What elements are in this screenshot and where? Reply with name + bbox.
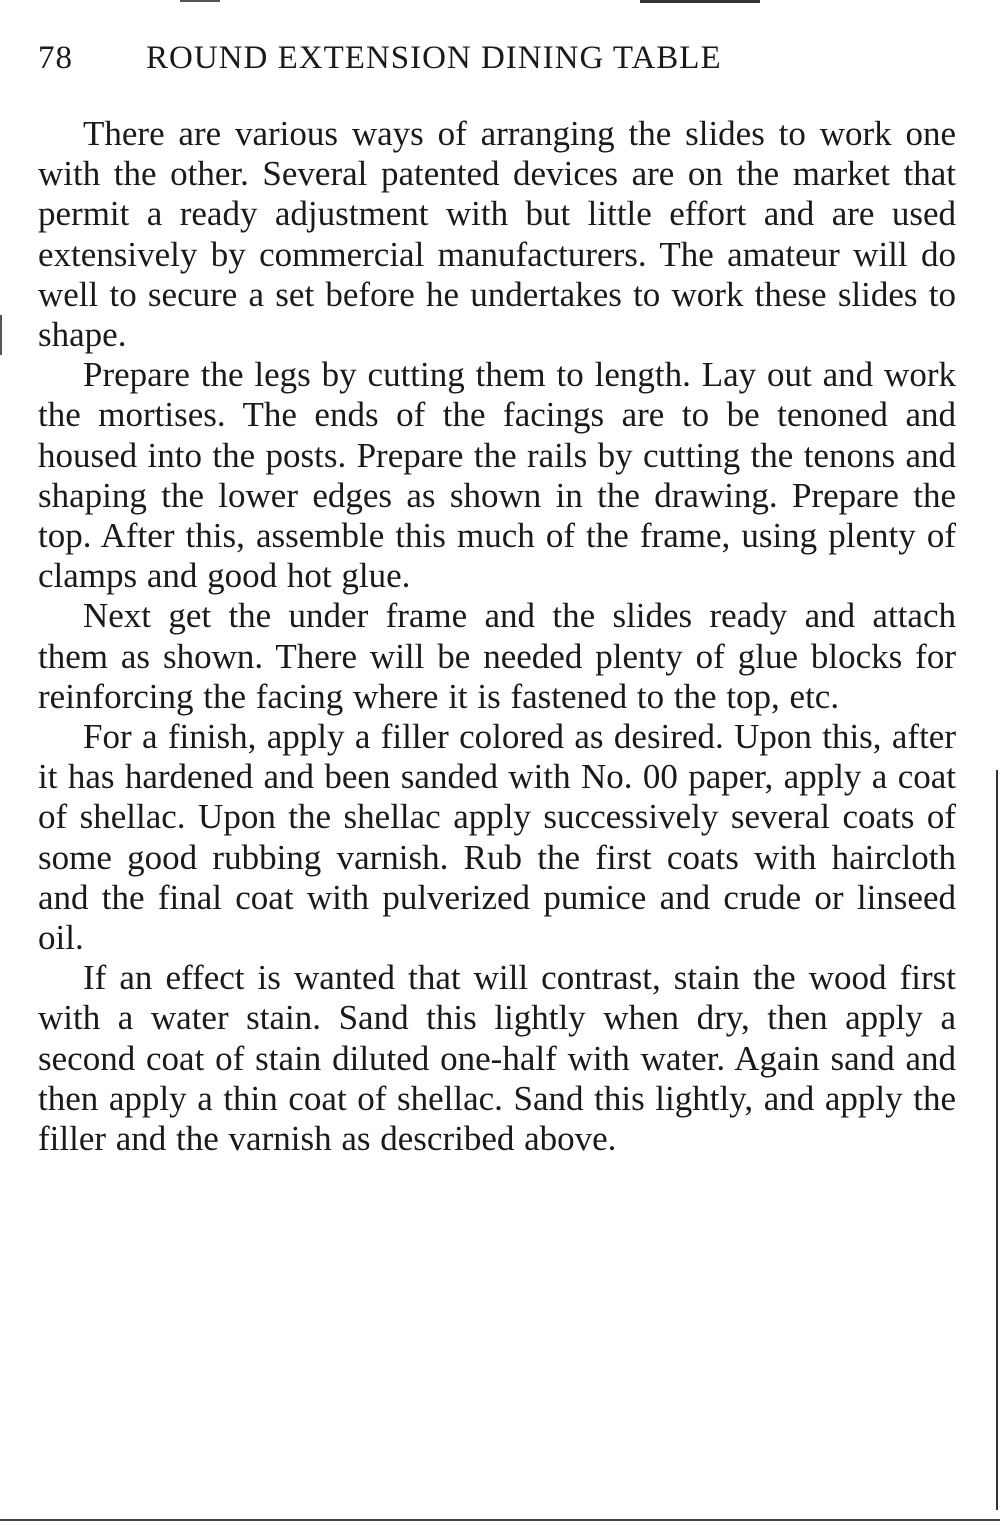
page-header xyxy=(38,36,938,80)
paragraph: There are various ways of arranging the slides to work one with the other. Several patented devices are on the market that permit a ready adjustment with but little effort and are used extensively by commercial manufacturers. The amateur will do well to secure a set before he undertakes to work these slides to shape. xyxy=(38,114,956,355)
paragraph: Prepare the legs by cutting them to length. Lay out and work the mortises. The ends of the facings are to be tenoned and housed into the posts. Prepare the rails by cutting the tenons and shaping the lower edges as shown in the drawing. Prepare the top. After this, assemble this much of the frame, using plenty of clamps and good hot glue. xyxy=(38,355,956,596)
paragraph: Next get the under frame and the slides ready and attach them as shown. There will be needed plenty of glue blocks for reinforcing the facing where it is fastened to the top, etc. xyxy=(38,596,956,716)
paragraph: If an effect is wanted that will contrast, stain the wood first with a water stain. Sand this lightly when dry, then apply a second coat of stain diluted one-half with water. Again sand and then apply a thin coat of shellac. Sand this lightly, and apply the filler and the varnish as described above. xyxy=(38,958,956,1159)
page-number: 78 xyxy=(38,40,73,76)
paragraph: For a finish, apply a filler colored as desired. Upon this, after it has hardened and been sanded with No. 00 paper, apply a coat of shellac. Upon the shellac apply successively several coats of some good rubbing varnish. Rub the first coats with haircloth and the final coat with pulverized pumice and crude or linseed oil. xyxy=(38,717,956,958)
body-text xyxy=(38,114,956,1159)
scan-edge-mark xyxy=(640,0,760,3)
scan-edge-line xyxy=(996,770,998,1510)
scan-edge-mark xyxy=(180,0,220,2)
scan-bottom-line xyxy=(0,1519,1000,1521)
running-title: ROUND EXTENSION DINING TABLE xyxy=(146,40,722,76)
scan-edge-mark xyxy=(0,315,2,355)
